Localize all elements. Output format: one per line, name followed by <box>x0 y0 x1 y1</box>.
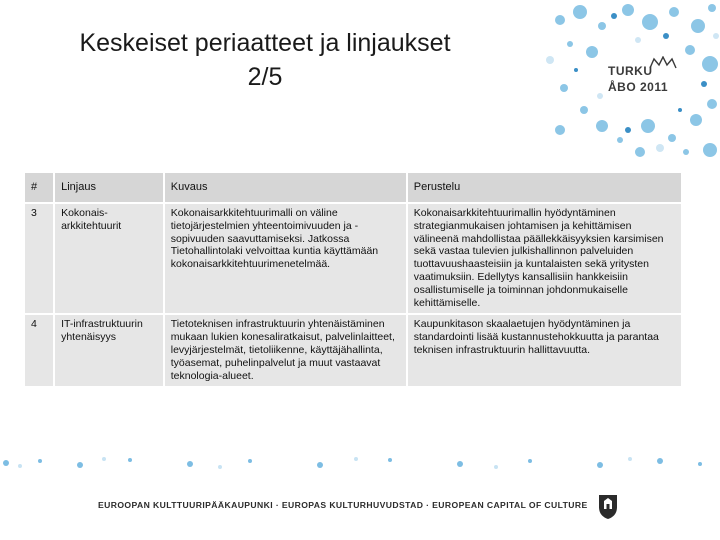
header-number: # <box>25 173 55 204</box>
row-perustelu: Kokonaisarkkitehtuurimallin hyödyntäminen strategianmukaisen johtamisen ja kehittämisen välineenä mahdollistaa päällekkäisyyksien karsimisen sekä vastaa tulevien julkishallinnon palveluiden tuottavuushaasteisiin ja kuntalaisten sekä yritysten vaatimuksiin. Edellytys kansallisiin hankkeisiin osallistumiselle ja toiminnan johdonmukaiselle kehittämiselle. <box>408 204 683 315</box>
footer-text: EUROOPAN KULTTUURIPÄÄKAUPUNKI · EUROPAS KULTURHUVUDSTAD · EUROPEAN CAPITAL OF CULTURE <box>98 500 588 510</box>
row-number: 4 <box>25 315 55 388</box>
row-kuvaus: Tietoteknisen infrastruktuurin yhtenäistäminen mukaan lukien konesaliratkaisut, palvelinlaitteet, levyjärjestelmät, tietoliikenne, käyttäjähallinta, työasemat, puhelinpalvelut ja muut vastaavat teknologia-alueet. <box>165 315 408 388</box>
header-linjaus: Linjaus <box>55 173 165 204</box>
decorative-dot-band <box>0 455 720 471</box>
row-linjaus: IT-infrastruktuurin yhtenäisyys <box>55 315 165 388</box>
table-header-row <box>25 173 683 204</box>
crown-icon <box>648 56 678 70</box>
header-perustelu: Perustelu <box>408 173 683 204</box>
slide-title <box>20 26 510 94</box>
table-row <box>25 315 683 388</box>
turku-abo-2011-logo <box>604 56 694 102</box>
row-kuvaus: Kokonaisarkkitehtuurimalli on väline tietojärjestelmien yhteentoimivuuden ja -sopivuuden saavuttamiseksi. Jatkossa Tietohallintolaki velvoittaa kuntia käyttämään kokonaisarkkitehtuurimenetelmää. <box>165 204 408 315</box>
row-linjaus: Kokonais-arkkitehtuurit <box>55 204 165 315</box>
slide-title-line2: 2/5 <box>247 63 283 91</box>
city-crest-icon <box>596 491 620 521</box>
slide-title-line1: Keskeiset periaatteet ja linjaukset <box>79 29 451 57</box>
header-kuvaus: Kuvaus <box>165 173 408 204</box>
row-perustelu: Kaupunkitason skaalaetujen hyödyntäminen ja standardointi lisää kustannustehokkuutta ja parantaa teknisen infrastruktuurin hallittavuutta. <box>408 315 683 388</box>
policy-table <box>25 173 683 388</box>
logo-line2: ÅBO 2011 <box>608 80 669 94</box>
table-row <box>25 204 683 315</box>
row-number: 3 <box>25 204 55 315</box>
logo-line1: TURKU <box>608 64 653 78</box>
